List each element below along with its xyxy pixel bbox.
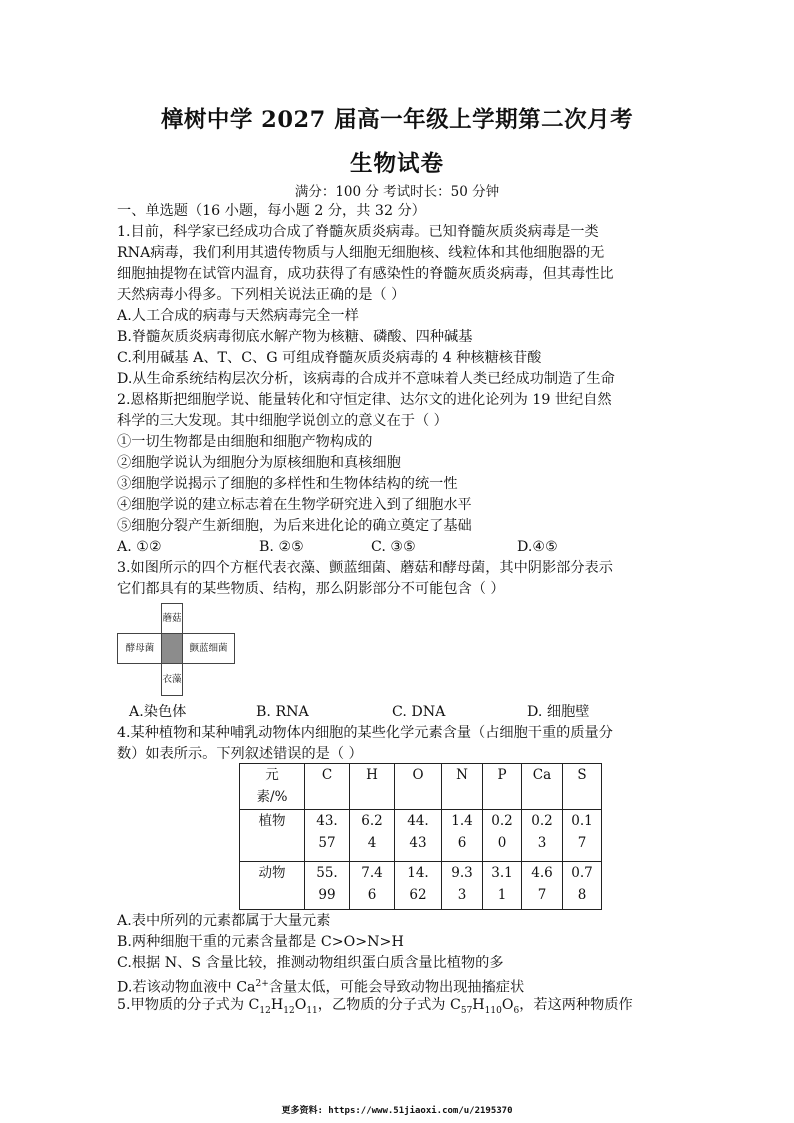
table-cell: 43.57 xyxy=(305,810,350,862)
exam-meta: 满分：100 分 考试时长：50 分钟 xyxy=(294,184,500,200)
table-cell: 3.11 xyxy=(483,862,522,910)
table-row xyxy=(240,862,602,910)
q2-stem-line: 2.恩格斯把细胞学说、能量转化和守恒定律、达尔文的进化论列为 19 世纪自然 xyxy=(117,392,612,408)
q4-stem-line: 4.某种植物和某种哺乳动物体内细胞的某些化学元素含量（占细胞干重的质量分 xyxy=(117,725,613,741)
q3-option-b: B. RNA xyxy=(256,704,309,720)
box-yeast: 酵母菌 xyxy=(117,633,163,664)
q2-option-d: D.④⑤ xyxy=(517,539,558,555)
organism-cross-diagram xyxy=(117,603,237,697)
exam-subtitle: 生物试卷 xyxy=(349,151,444,177)
q5-stem-line: 5.甲物质的分子式为 $C_{12}H_{12}O_{11}$，乙物质的分子式为 $C_{57}H_{110}O_6$，若这两种物质作 xyxy=(117,997,633,1016)
section-heading: 一、单选题（16 小题，每小题 2 分，共 32 分） xyxy=(117,203,426,219)
table-cell: 44.43 xyxy=(395,810,442,862)
q2-option-a: A. ①② xyxy=(117,539,162,555)
table-header-cell: N xyxy=(442,764,483,810)
q2-option-b: B. ②⑤ xyxy=(259,539,304,555)
q3-stem-line: 它们都具有的某些物质、结构，那么阴影部分不可能包含（ ） xyxy=(117,581,505,597)
q2-statement: ②细胞学说认为细胞分为原核细胞和真核细胞 xyxy=(117,455,401,471)
exam-title: 樟树中学 2027 届高一年级上学期第二次月考 xyxy=(160,107,634,133)
table-header-cell: Ca xyxy=(522,764,563,810)
table-header-cell: C xyxy=(305,764,350,810)
shaded-overlap xyxy=(161,633,183,664)
q4-option-d: D.若该动物血液中 $Ca^{2+}$含量太低，可能会导致动物出现抽搐症状 xyxy=(117,979,525,996)
table-cell: 1.46 xyxy=(442,810,483,862)
table-cell: 4.67 xyxy=(522,862,563,910)
q3-option-c: C. DNA xyxy=(392,704,446,720)
q3-stem-line: 3.如图所示的四个方框代表衣藻、颤蓝细菌、蘑菇和酵母菌，其中阴影部分表示 xyxy=(117,560,613,576)
table-cell: 0.78 xyxy=(563,862,602,910)
table-header-cell: P xyxy=(483,764,522,810)
table-header-row xyxy=(240,764,602,810)
box-cyanobacteria: 颤蓝细菌 xyxy=(182,633,235,664)
q1-stem-line: 1.目前，科学家已经成功合成了脊髓灰质炎病毒。已知脊髓灰质炎病毒是一类 xyxy=(117,224,599,240)
table-header-cell: O xyxy=(395,764,442,810)
q1-option-a: A.人工合成的病毒与天然病毒完全一样 xyxy=(117,308,359,324)
table-cell: 7.46 xyxy=(350,862,395,910)
table-row xyxy=(240,810,602,862)
q2-statement: ⑤细胞分裂产生新细胞，为后来进化论的确立奠定了基础 xyxy=(117,518,472,534)
q1-stem-line: 天然病毒小得多。下列相关说法正确的是（ ） xyxy=(117,287,406,303)
table-cell: 9.33 xyxy=(442,862,483,910)
table-header-cell: S xyxy=(563,764,602,810)
q2-statement: ④细胞学说的建立标志着在生物学研究进入到了细胞水平 xyxy=(117,497,472,513)
table-header-cell: H xyxy=(350,764,395,810)
q2-statement: ③细胞学说揭示了细胞的多样性和生物体结构的统一性 xyxy=(117,476,458,492)
q4-stem-line: 数）如表所示。下列叙述错误的是（ ） xyxy=(117,746,363,762)
box-chlamydomonas: 衣藻 xyxy=(161,663,183,696)
q1-option-b: B.脊髓灰质炎病毒彻底水解产物为核糖、磷酸、四种碱基 xyxy=(117,329,473,345)
q1-stem-line: RNA病毒，我们利用其遗传物质与人细胞无细胞核、线粒体和其他细胞器的无 xyxy=(117,245,605,261)
table-cell: 14.62 xyxy=(395,862,442,910)
q3-option-a: A.染色体 xyxy=(129,704,187,720)
table-cell: 55.99 xyxy=(305,862,350,910)
q1-option-c: C.利用碱基 A、T、C、G 可组成脊髓灰质炎病毒的 4 种核糖核苷酸 xyxy=(117,350,542,366)
q2-statement: ①一切生物都是由细胞和细胞产物构成的 xyxy=(117,434,373,450)
table-row-label: 动物 xyxy=(240,862,305,910)
q2-option-c: C. ③⑤ xyxy=(371,539,416,555)
q4-option-c: C.根据 N、S 含量比较，推测动物组织蛋白质含量比植物的多 xyxy=(117,955,504,971)
q4-option-a: A.表中所列的元素都属于大量元素 xyxy=(117,913,331,929)
footer-link-text: 更多资料: https://www.51jiaoxi.com/u/2195370 xyxy=(281,1106,513,1116)
table-cell: 6.24 xyxy=(350,810,395,862)
box-mushroom: 蘑菇 xyxy=(161,603,183,634)
q4-option-b: B.两种细胞干重的元素含量都是 C>O>N>H xyxy=(117,934,404,950)
q1-stem-line: 细胞抽提物在试管内温育，成功获得了有感染性的脊髓灰质炎病毒，但其毒性比 xyxy=(117,266,614,282)
element-content-table xyxy=(239,763,602,910)
q3-option-d: D. 细胞壁 xyxy=(527,704,590,720)
q1-option-d: D.从生命系统结构层次分析，该病毒的合成并不意味着人类已经成功制造了生命 xyxy=(117,371,615,387)
table-cell: 0.20 xyxy=(483,810,522,862)
table-cell: 0.23 xyxy=(522,810,563,862)
table-row-label: 植物 xyxy=(240,810,305,862)
table-cell: 0.17 xyxy=(563,810,602,862)
q2-stem-line: 科学的三大发现。其中细胞学说创立的意义在于（ ） xyxy=(117,413,448,429)
table-header-cell: 元素/% xyxy=(240,764,305,810)
